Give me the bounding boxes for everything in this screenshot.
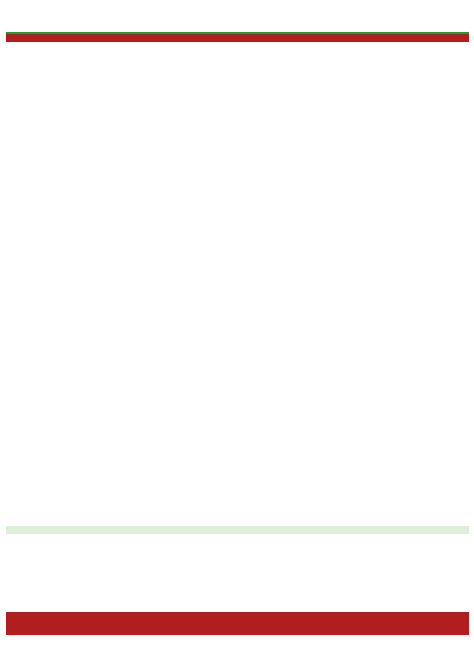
column-header xyxy=(6,43,469,51)
orders-banner xyxy=(6,612,469,635)
menu-page xyxy=(6,5,469,31)
header xyxy=(6,5,469,31)
standing-offer-title xyxy=(6,526,469,534)
quote-banner xyxy=(6,34,469,42)
